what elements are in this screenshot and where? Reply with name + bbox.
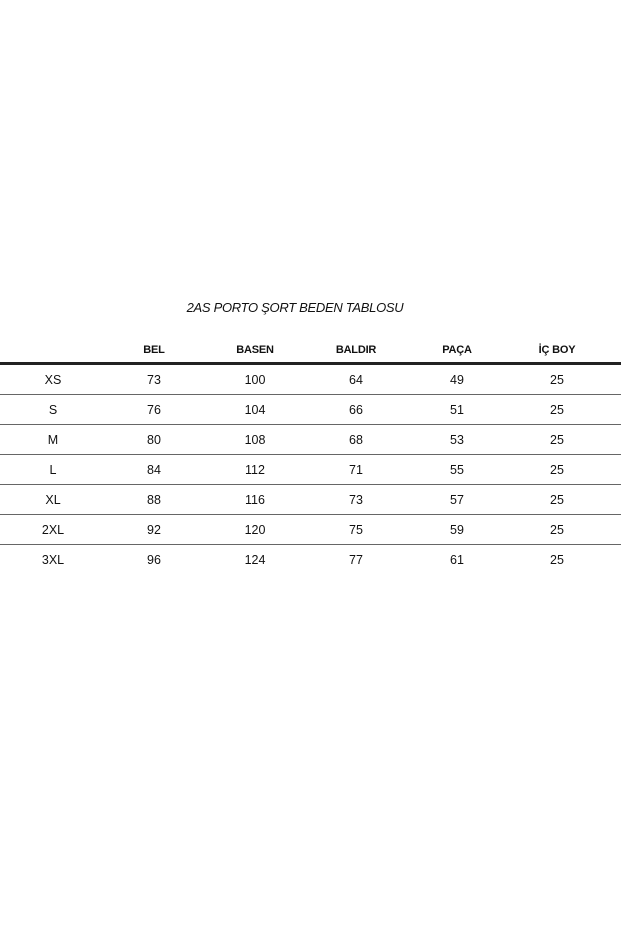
baldir-cell: 66 <box>349 403 363 417</box>
baldir-cell: 75 <box>349 523 363 537</box>
paca-cell: 61 <box>450 553 464 567</box>
ic-boy-cell: 25 <box>550 433 564 447</box>
size-cell: M <box>47 433 59 447</box>
basen-cell: 104 <box>244 403 266 417</box>
table-row <box>0 425 621 455</box>
paca-cell: 49 <box>450 373 464 387</box>
header-bel: BEL <box>143 344 165 356</box>
bel-cell: 84 <box>147 463 161 477</box>
size-cell: 3XL <box>41 553 65 567</box>
table-row <box>0 395 621 425</box>
ic-boy-cell: 25 <box>550 403 564 417</box>
bel-cell: 80 <box>147 433 161 447</box>
bel-cell: 73 <box>147 373 161 387</box>
table-header-row <box>0 344 621 362</box>
baldir-cell: 64 <box>349 373 363 387</box>
paca-cell: 53 <box>450 433 464 447</box>
paca-cell: 51 <box>450 403 464 417</box>
size-chart-title: 2AS PORTO ŞORT BEDEN TABLOSU <box>186 300 404 315</box>
paca-cell: 55 <box>450 463 464 477</box>
table-row <box>0 545 621 574</box>
size-table-body <box>0 365 621 574</box>
basen-cell: 108 <box>244 433 266 447</box>
basen-cell: 100 <box>244 373 266 387</box>
bel-cell: 96 <box>147 553 161 567</box>
size-cell: XL <box>45 493 61 507</box>
table-row <box>0 365 621 395</box>
size-cell: S <box>48 403 58 417</box>
header-paca: PAÇA <box>442 344 472 356</box>
baldir-cell: 77 <box>349 553 363 567</box>
size-cell: XS <box>44 373 62 387</box>
paca-cell: 57 <box>450 493 464 507</box>
basen-cell: 124 <box>244 553 266 567</box>
ic-boy-cell: 25 <box>550 523 564 537</box>
ic-boy-cell: 25 <box>550 463 564 477</box>
basen-cell: 116 <box>245 493 265 507</box>
paca-cell: 59 <box>450 523 464 537</box>
header-ic-boy: İÇ BOY <box>538 344 576 356</box>
bel-cell: 92 <box>147 523 161 537</box>
basen-cell: 112 <box>245 463 265 477</box>
table-row <box>0 485 621 515</box>
header-basen: BASEN <box>236 344 274 356</box>
baldir-cell: 68 <box>349 433 363 447</box>
ic-boy-cell: 25 <box>550 373 564 387</box>
baldir-cell: 71 <box>349 463 363 477</box>
header-baldir: BALDIR <box>335 344 377 356</box>
table-row <box>0 455 621 485</box>
basen-cell: 120 <box>244 523 266 537</box>
bel-cell: 76 <box>147 403 161 417</box>
ic-boy-cell: 25 <box>550 493 564 507</box>
baldir-cell: 73 <box>349 493 363 507</box>
ic-boy-cell: 25 <box>550 553 564 567</box>
table-row <box>0 515 621 545</box>
bel-cell: 88 <box>147 493 161 507</box>
size-cell: 2XL <box>41 523 65 537</box>
size-cell: L <box>49 463 57 477</box>
